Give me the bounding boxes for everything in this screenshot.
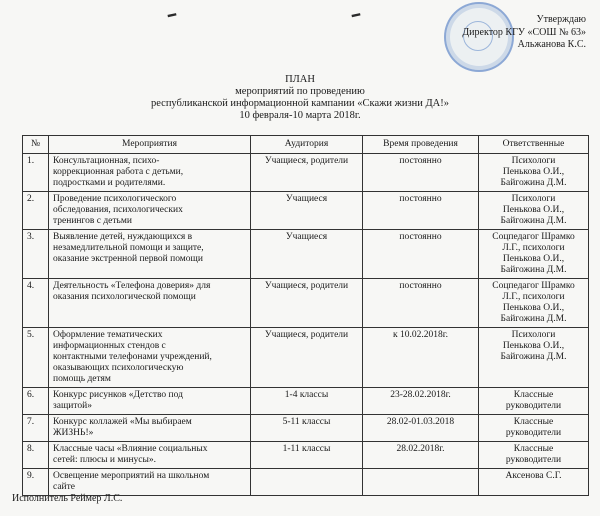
activity-text-line: подростками и родителями. <box>53 178 166 188</box>
cell-responsible <box>479 230 589 279</box>
header-audience: Аудитория <box>251 136 363 154</box>
cell-responsible <box>479 442 589 469</box>
approval-line: Альжанова К.С. <box>517 39 586 50</box>
binding-mark-icon: ━ <box>350 8 362 25</box>
cell-activity <box>49 415 251 442</box>
cell-responsible <box>479 279 589 328</box>
responsible-text-line: Л.Г., психологи <box>502 243 565 253</box>
cell-activity <box>49 192 251 230</box>
header-activity: Мероприятия <box>49 136 251 154</box>
activity-text-line: помощь детям <box>53 374 111 384</box>
cell-time: 23-28.02.2018г. <box>363 388 479 415</box>
cell-audience: Учащиеся, родители <box>251 154 363 192</box>
activity-text-line: коррекционная работа с детьми, <box>53 167 184 177</box>
plan-table <box>22 135 589 496</box>
responsible-text-line: Классные <box>513 444 554 454</box>
title-line: мероприятий по проведению <box>235 86 365 97</box>
responsible-text-line: Пенькова О.И., <box>502 205 565 215</box>
cell-responsible <box>479 469 589 496</box>
table-row <box>23 230 589 279</box>
responsible-text-line: руководители <box>505 401 562 411</box>
title-line: 10 февраля-10 марта 2018г. <box>239 110 361 121</box>
activity-text-line: Конкурс рисунков «Детство под <box>53 390 183 400</box>
cell-time: 28.02-01.03.2018 <box>363 415 479 442</box>
responsible-text-line: руководители <box>505 428 562 438</box>
cell-num: 8. <box>23 442 49 469</box>
cell-time: постоянно <box>363 154 479 192</box>
cell-time: к 10.02.2018г. <box>363 328 479 388</box>
cell-audience: Учащиеся, родители <box>251 328 363 388</box>
responsible-text-line: Байгожина Д.М. <box>500 178 567 188</box>
responsible-text-line: Пенькова О.И., <box>502 303 565 313</box>
title-line: республиканской информационной кампании «Скажи жизни ДА!» <box>150 98 450 109</box>
cell-num: 3. <box>23 230 49 279</box>
cell-activity <box>49 154 251 192</box>
table-row <box>23 328 589 388</box>
activity-text-line: ЖИЗНЬ!» <box>53 428 94 438</box>
cell-num: 5. <box>23 328 49 388</box>
cell-activity <box>49 388 251 415</box>
cell-audience: 1-11 классы <box>251 442 363 469</box>
cell-activity <box>49 230 251 279</box>
document-title <box>90 74 510 122</box>
activity-text-line: Консультационная, психо- <box>53 156 160 166</box>
approval-block <box>426 14 586 52</box>
cell-audience: 1-4 классы <box>251 388 363 415</box>
activity-text-line: Конкурс коллажей «Мы выбираем <box>53 417 192 427</box>
responsible-text-line: Психологи <box>511 194 556 204</box>
activity-text-line: Деятельность «Телефона доверия» для <box>53 281 211 291</box>
approval-line: Утверждаю <box>536 14 586 25</box>
responsible-text-line: Л.Г., психологи <box>502 292 565 302</box>
binding-mark-icon: ━ <box>166 8 178 25</box>
cell-audience: Учащиеся <box>251 192 363 230</box>
activity-text-line: информационных стендов с <box>53 341 166 351</box>
table-row <box>23 192 589 230</box>
cell-activity <box>49 279 251 328</box>
responsible-text-line: Пенькова О.И., <box>502 341 565 351</box>
cell-num: 4. <box>23 279 49 328</box>
responsible-text-line: Классные <box>513 390 554 400</box>
table-row <box>23 442 589 469</box>
responsible-text-line: Психологи <box>511 330 556 340</box>
activity-text-line: сайте <box>53 482 76 492</box>
responsible-text-line: Психологи <box>511 156 556 166</box>
activity-text-line: оказывающих психологическую <box>53 363 184 373</box>
activity-text-line: оказание экстренной первой помощи <box>53 254 203 264</box>
approval-line: Директор КГУ «СОШ № 63» <box>462 26 586 38</box>
table-row <box>23 279 589 328</box>
activity-text-line: тренингов с детьми <box>53 216 132 226</box>
cell-responsible <box>479 192 589 230</box>
responsible-text-line: Байгожина Д.М. <box>500 216 567 226</box>
cell-audience: 5-11 классы <box>251 415 363 442</box>
cell-num: 2. <box>23 192 49 230</box>
activity-text-line: оказания психологической помощи <box>53 292 196 302</box>
title-line: ПЛАН <box>285 74 315 85</box>
cell-responsible <box>479 154 589 192</box>
header-responsible: Ответственные <box>479 136 589 154</box>
cell-time <box>363 469 479 496</box>
table-row <box>23 388 589 415</box>
table-row <box>23 469 589 496</box>
cell-time: постоянно <box>363 279 479 328</box>
responsible-text-line: Соцпедагог Шрамко <box>492 281 575 291</box>
cell-audience: Учащиеся <box>251 230 363 279</box>
cell-audience: Учащиеся, родители <box>251 279 363 328</box>
activity-text-line: Классные часы «Влияние социальных <box>53 444 208 454</box>
responsible-text-line: Пенькова О.И., <box>502 167 565 177</box>
header-time: Время проведения <box>363 136 479 154</box>
cell-num: 1. <box>23 154 49 192</box>
cell-num: 6. <box>23 388 49 415</box>
cell-responsible <box>479 328 589 388</box>
activity-text-line: сетей: плюсы и минусы». <box>53 455 157 465</box>
responsible-text-line: Аксенова С.Г. <box>505 471 562 481</box>
activity-text-line: обследования, психологических <box>53 205 183 215</box>
cell-time: постоянно <box>363 192 479 230</box>
responsible-text-line: Байгожина Д.М. <box>500 314 567 324</box>
cell-num: 7. <box>23 415 49 442</box>
responsible-text-line: Байгожина Д.М. <box>500 265 567 275</box>
executor-line: Исполнитель Реймер Л.С. <box>12 493 123 504</box>
responsible-text-line: Байгожина Д.М. <box>500 352 567 362</box>
cell-time: постоянно <box>363 230 479 279</box>
activity-text-line: контактными телефонами учреждений, <box>53 352 212 362</box>
activity-text-line: защитой» <box>53 401 92 411</box>
table-header-row <box>23 136 589 154</box>
table-body <box>23 154 589 496</box>
cell-activity <box>49 442 251 469</box>
responsible-text-line: Классные <box>513 417 554 427</box>
table-row <box>23 154 589 192</box>
cell-num: 9. <box>23 469 49 496</box>
activity-text-line: Освещение мероприятий на школьном <box>53 471 210 481</box>
activity-text-line: незамедлительной помощи и защите, <box>53 243 204 253</box>
table-row <box>23 415 589 442</box>
header-num: № <box>23 136 49 154</box>
activity-text-line: Оформление тематических <box>53 330 163 340</box>
responsible-text-line: Пенькова О.И., <box>502 254 565 264</box>
activity-text-line: Выявление детей, нуждающихся в <box>53 232 193 242</box>
cell-responsible <box>479 388 589 415</box>
cell-activity <box>49 328 251 388</box>
activity-text-line: Проведение психологического <box>53 194 177 204</box>
cell-time: 28.02.2018г. <box>363 442 479 469</box>
cell-responsible <box>479 415 589 442</box>
responsible-text-line: Соцпедагог Шрамко <box>492 232 575 242</box>
cell-activity <box>49 469 251 496</box>
responsible-text-line: руководители <box>505 455 562 465</box>
cell-audience <box>251 469 363 496</box>
